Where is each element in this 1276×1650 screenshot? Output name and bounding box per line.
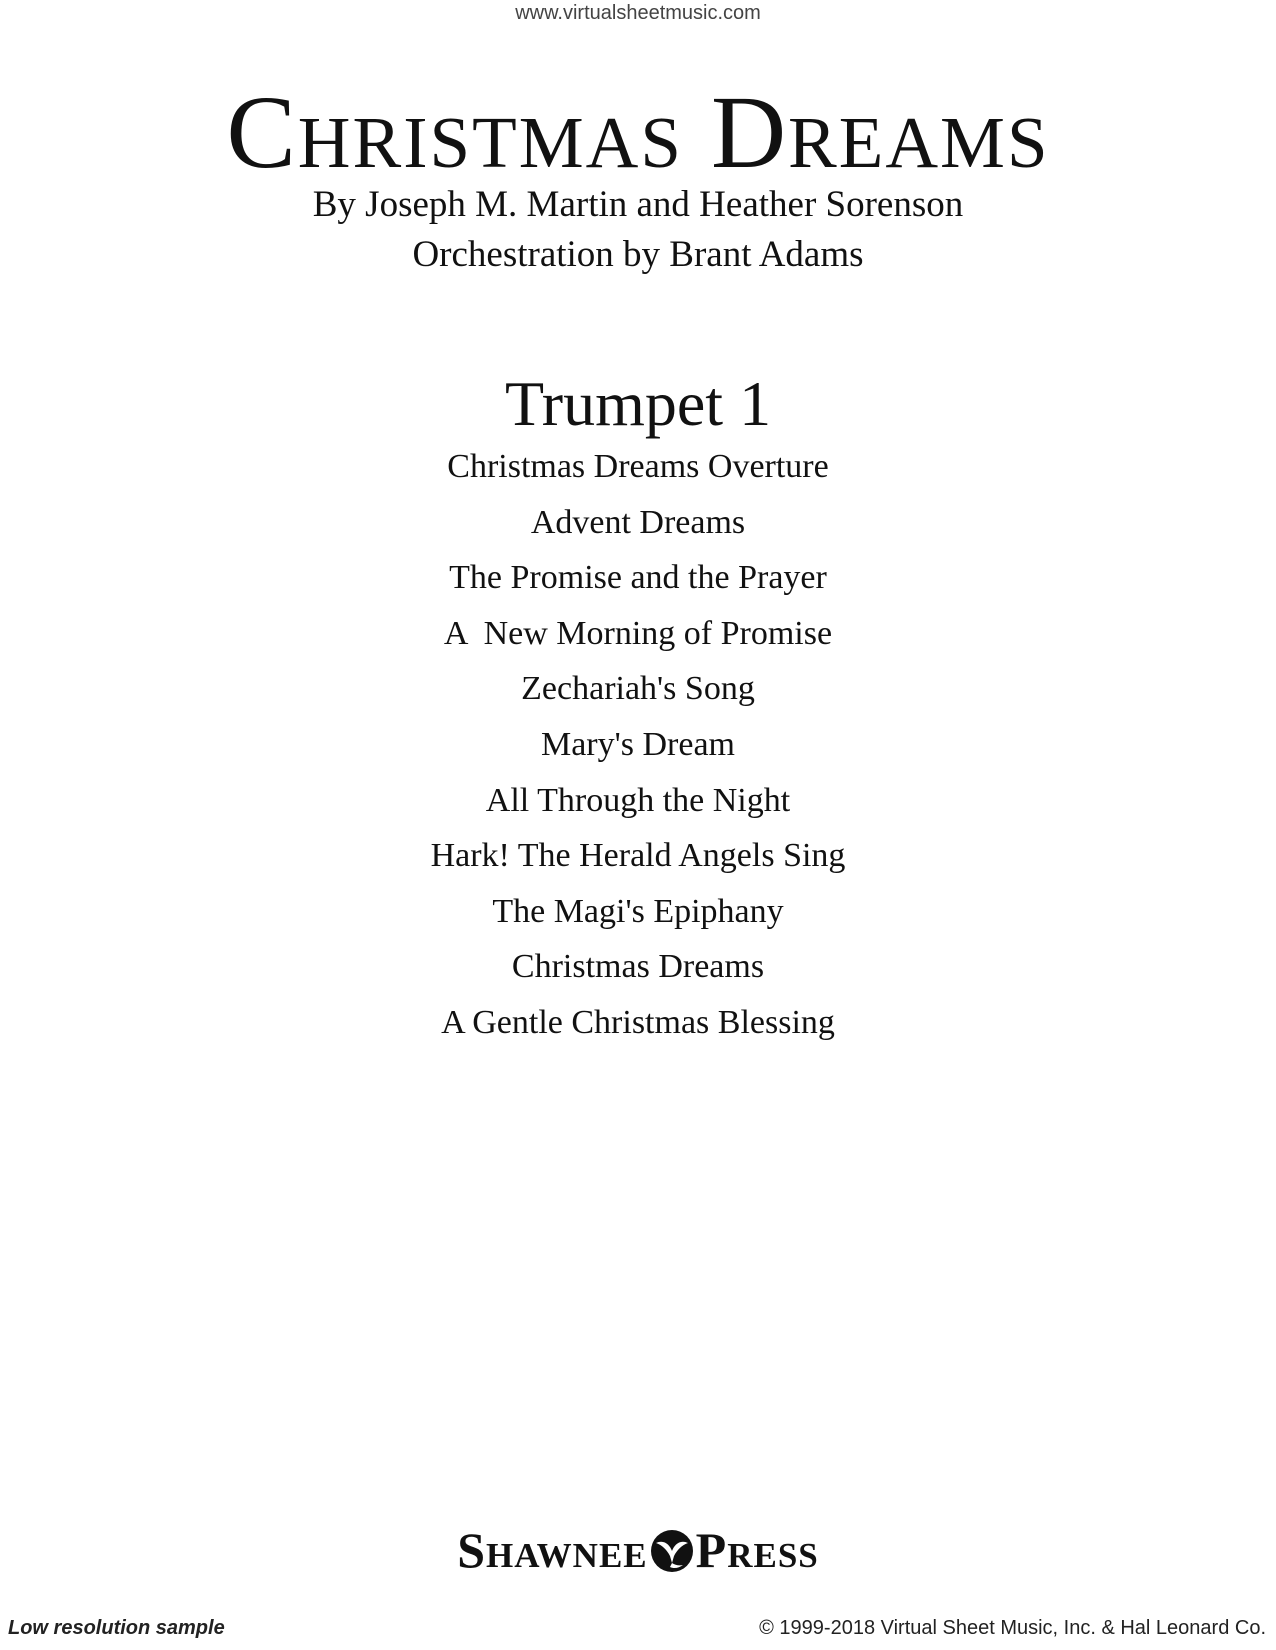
- contents-list: [0, 441, 1276, 1053]
- orchestration-credit: Orchestration by Brant Adams: [412, 234, 864, 275]
- publisher-name-left: Shawnee: [457, 1522, 648, 1578]
- copyright-notice: © 1999-2018 Virtual Sheet Music, Inc. & Hal Leonard Co.: [759, 1617, 1266, 1639]
- contents-item: Hark! The Herald Angels Sing: [430, 837, 846, 875]
- part-name: Trumpet 1: [504, 368, 772, 439]
- publisher-name-right: Press: [695, 1522, 819, 1578]
- contents-item: The Promise and the Prayer: [449, 559, 827, 597]
- contents-item: Christmas Dreams Overture: [447, 448, 829, 485]
- publisher-logo: [0, 1522, 1276, 1578]
- low-resolution-note: Low resolution sample: [8, 1617, 225, 1639]
- contents-item: Zechariah's Song: [521, 670, 755, 708]
- bird-emblem-icon: [650, 1528, 694, 1572]
- contents-item: Mary's Dream: [540, 725, 735, 763]
- contents-item: All Through the Night: [485, 781, 791, 819]
- contents-item: Advent Dreams: [530, 503, 746, 541]
- credits-block: [0, 180, 1276, 280]
- watermark-url: www.virtualsheetmusic.com: [515, 2, 761, 24]
- cover-title: Christmas Dreams: [226, 75, 1050, 190]
- composer-credit: By Joseph M. Martin and Heather Sorenson: [312, 184, 964, 225]
- contents-item: The Magi's Epiphany: [492, 892, 784, 930]
- contents-item: A Gentle Christmas Blessing: [441, 1003, 835, 1041]
- contents-item: A New Morning of Promise: [443, 614, 833, 652]
- contents-item: Christmas Dreams: [511, 948, 765, 986]
